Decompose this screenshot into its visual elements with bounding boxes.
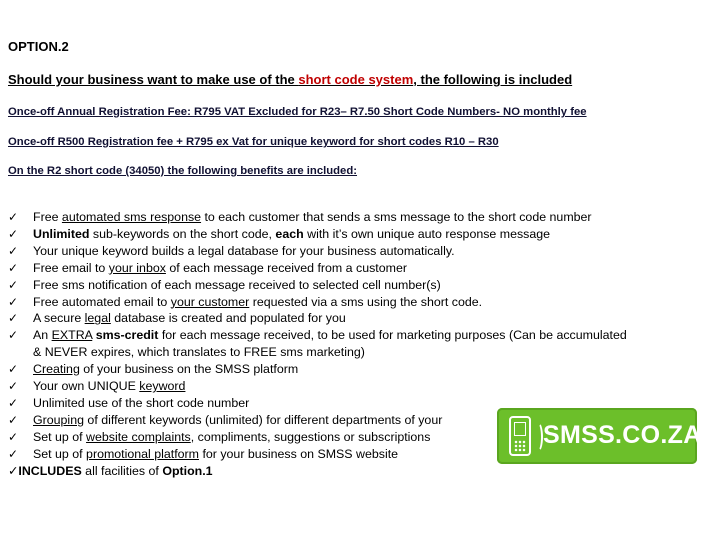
subtitle-text-end: , the following is included — [413, 72, 573, 87]
signal-wave-icon — [533, 422, 543, 452]
check-icon: ✓ — [8, 429, 19, 444]
list-item: ✓ Set up of website complaints, compliments, suggestions or subscriptions — [8, 429, 431, 444]
list-item: ✓ Your unique keyword builds a legal database for your business automatically. — [8, 243, 455, 258]
check-icon: ✓ — [8, 210, 19, 224]
check-icon: ✓ — [8, 463, 19, 478]
short-code-system-link[interactable]: short code system — [298, 72, 414, 87]
check-icon: ✓ — [8, 226, 19, 241]
check-icon: ✓ — [8, 294, 19, 309]
list-item: ✓ Unlimited sub-keywords on the short code, each with it’s own unique auto response message — [8, 226, 551, 241]
list-item: ✓ Free automated sms response to each customer that sends a sms message to the short code number — [8, 210, 592, 224]
subtitle-text: Should your business want to make use of the — [8, 72, 299, 87]
list-item: ✓ Free automated email to your customer requested via a sms using the short code. — [8, 294, 483, 309]
check-icon: ✓ — [8, 277, 19, 292]
r2-short-code-benefits-heading: On the R2 short code (34050) the following benefits are included: — [8, 165, 358, 177]
option-title: OPTION.2 — [8, 39, 69, 54]
check-icon: ✓ — [8, 311, 19, 326]
list-item: ✓ A secure legal database is created and populated for you — [8, 311, 346, 326]
check-icon: ✓ — [8, 412, 19, 427]
smss-logo — [497, 408, 702, 464]
list-item: ✓ Grouping of different keywords (unlimited) for different departments of your — [8, 412, 443, 427]
list-item: ✓INCLUDES all facilities of Option.1 — [8, 463, 213, 478]
check-icon: ✓ — [8, 362, 19, 377]
list-item: ✓ Set up of promotional platform for your business on SMSS website — [8, 446, 399, 461]
list-item: ✓ Free email to your inbox of each message received from a customer — [8, 260, 407, 275]
list-item: ✓ Creating of your business on the SMSS platform — [8, 362, 299, 377]
subtitle — [8, 72, 572, 87]
check-icon: ✓ — [8, 243, 19, 258]
list-item: ✓ An EXTRA sms-credit for each message received, to be used for marketing purposes (Can be accumulated & NEVER expires, which translates to FREE sms marketing) — [8, 328, 627, 360]
annual-registration-fee: Once-off Annual Registration Fee: R795 VAT Excluded for R23– R7.50 Short Code Numbers- NO monthly fee — [8, 106, 587, 118]
check-icon: ✓ — [8, 260, 19, 275]
check-icon: ✓ — [8, 379, 19, 394]
check-icon: ✓ — [8, 395, 19, 410]
once-off-registration-fee: Once-off R500 Registration fee + R795 ex Vat for unique keyword for short codes R10 – R30 — [8, 136, 499, 148]
check-icon: ✓ — [8, 446, 19, 461]
list-item: ✓ Unlimited use of the short code number — [8, 395, 250, 410]
logo-text: SMSS.CO.ZA — [543, 421, 702, 449]
check-icon: ✓ — [8, 328, 19, 343]
mobile-phone-icon — [509, 416, 531, 456]
list-item: ✓ Your own UNIQUE keyword — [8, 379, 186, 394]
list-item: ✓ Free sms notification of each message received to selected cell number(s) — [8, 277, 441, 292]
